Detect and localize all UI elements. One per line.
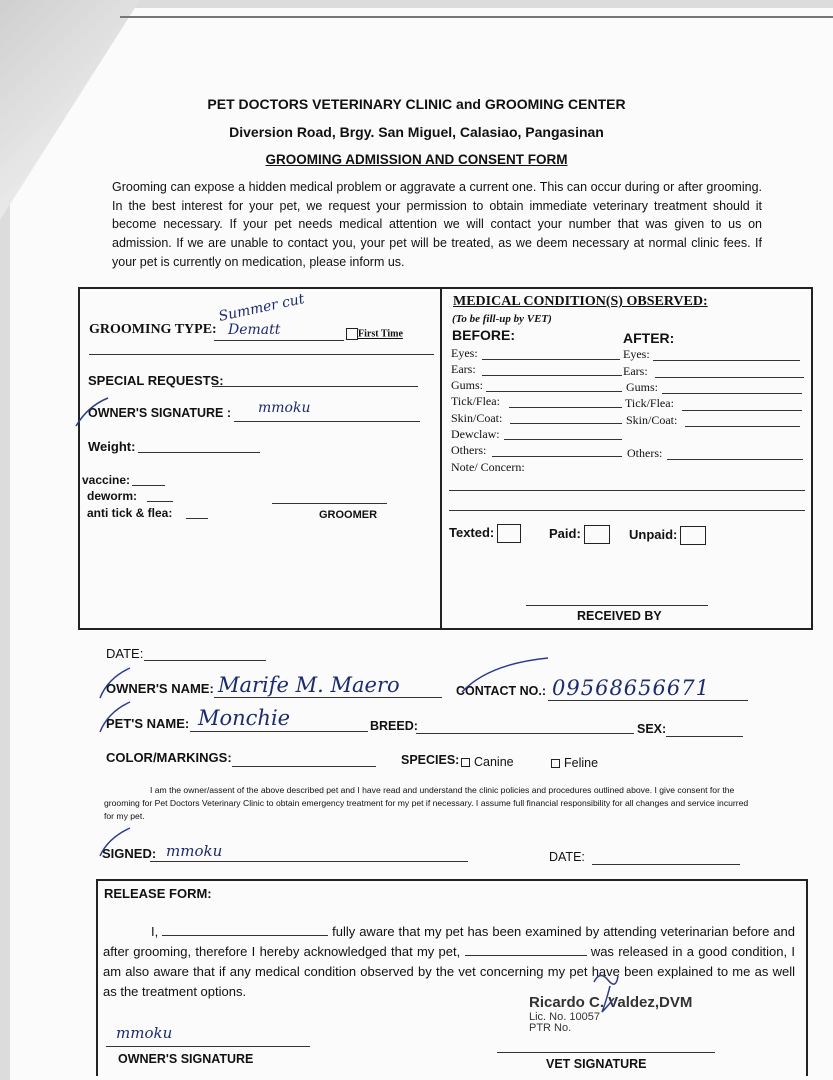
first-time-checkbox[interactable] [346, 328, 403, 340]
date-line[interactable] [144, 660, 266, 661]
vet-signature-label: VET SIGNATURE [546, 1057, 647, 1071]
clinic-address: Diversion Road, Brgy. San Miguel, Calasiao, Pangasinan [229, 124, 604, 140]
owner-signature-line [234, 421, 420, 422]
before-eyes-line[interactable] [482, 359, 620, 360]
after-others-label: Others: [627, 446, 663, 460]
unpaid-box[interactable] [680, 526, 706, 545]
clinic-name: PET DOCTORS VETERINARY CLINIC and GROOMING CENTER [207, 96, 626, 112]
release-paragraph [103, 922, 795, 1002]
owner-signature-bottom-line [106, 1046, 310, 1047]
breed-label: BREED: [370, 719, 418, 733]
texted-box[interactable] [497, 524, 521, 543]
signed-date-label: DATE: [549, 850, 585, 864]
before-tick-label: Tick/Flea: [451, 394, 500, 408]
after-skin-label: Skin/Coat: [626, 413, 678, 427]
before-ears-line[interactable] [482, 375, 622, 376]
before-tick-line[interactable] [509, 407, 622, 408]
after-eyes-label: Eyes: [623, 347, 650, 361]
canine-box[interactable] [461, 758, 470, 767]
vaccine-line[interactable] [132, 485, 165, 486]
medical-title: MEDICAL CONDITION(S) OBSERVED: [453, 294, 708, 309]
received-by-line[interactable] [526, 605, 708, 606]
unpaid-checkbox[interactable] [629, 526, 706, 545]
note-line-2[interactable] [449, 510, 805, 511]
before-ears-label: Ears: [451, 362, 476, 376]
weight-line[interactable] [138, 452, 260, 453]
texted-checkbox[interactable] [449, 524, 521, 543]
species-label: SPECIES: [401, 753, 460, 767]
medical-subtitle: (To be fill-up by VET) [452, 313, 552, 325]
signed-line [150, 861, 468, 862]
feline-option[interactable] [551, 756, 598, 770]
before-label: BEFORE: [452, 327, 515, 343]
release-i-label: I, [151, 924, 159, 939]
vet-stamp-ptr: PTR No. [529, 1022, 572, 1034]
grooming-type-line [214, 340, 344, 341]
contact-line [548, 700, 748, 701]
before-others-line[interactable] [492, 456, 622, 457]
release-text-1: fully aware that my pet has been examined by attending veterinarian before and after grooming, therefore I hereby acknowledged that my pet, [103, 924, 795, 959]
pet-name-checkmark [98, 698, 134, 738]
paid-checkbox[interactable] [549, 525, 610, 544]
canine-option[interactable] [461, 755, 514, 769]
consent-paragraph: I am the owner/assent of the above described pet and I have read and understand the clinic policies and procedures outlined above. I give consent for the grooming for Pet Doctors Veterinary Clinic to obtain emergency treatment for my pet if necessary. I assume full financial responsibility for all changes and service incurred for my pet. [104, 785, 749, 821]
grooming-extra-line [89, 354, 434, 355]
release-pet-blank[interactable] [465, 944, 587, 956]
owner-signature-label: OWNER'S SIGNATURE : [88, 406, 232, 420]
signed-date-line[interactable] [592, 864, 740, 865]
received-by-label: RECEIVED BY [577, 609, 662, 623]
signed-label: SIGNED: [102, 846, 157, 861]
release-name-blank[interactable] [162, 924, 328, 936]
vet-signature-scribble [588, 962, 628, 1022]
date-label: DATE: [106, 646, 144, 661]
before-eyes-label: Eyes: [451, 346, 478, 360]
after-gums-label: Gums: [626, 380, 659, 394]
note-line-1[interactable] [449, 490, 805, 491]
antitick-label: anti tick & flea: [87, 506, 173, 520]
deworm-line[interactable] [147, 501, 173, 502]
release-title: RELEASE FORM: [104, 886, 212, 901]
vet-stamp-lic: Lic. No. 10057 [529, 1011, 600, 1023]
antitick-line[interactable] [186, 518, 208, 519]
after-tick-label: Tick/Flea: [625, 396, 674, 410]
after-skin-line[interactable] [685, 426, 800, 427]
pet-name-line [190, 731, 368, 732]
owner-name-label: OWNER'S NAME: [106, 681, 214, 696]
owner-signature-value[interactable]: mmoku [258, 400, 311, 416]
before-skin-line[interactable] [510, 423, 622, 424]
breed-line[interactable] [416, 733, 634, 734]
canine-label: Canine [474, 755, 514, 769]
color-line[interactable] [232, 766, 376, 767]
contact-label: CONTACT NO.: [456, 684, 547, 698]
after-label: AFTER: [623, 330, 675, 346]
pet-name-label: PET'S NAME: [106, 716, 190, 731]
before-dewclaw-line[interactable] [504, 439, 622, 440]
feline-box[interactable] [551, 759, 560, 768]
grooming-type-value-2[interactable]: Dematt [228, 322, 281, 338]
pet-name-value[interactable]: Monchie [198, 706, 291, 730]
after-gums-line[interactable] [662, 393, 802, 394]
paid-label: Paid: [549, 525, 581, 541]
unpaid-label: Unpaid: [629, 526, 678, 542]
groomer-line [272, 503, 387, 504]
after-eyes-line[interactable] [653, 360, 800, 361]
intro-paragraph: Grooming can expose a hidden medical problem or aggravate a current one. This can occur during or after grooming. In the best interest for your pet, we request your permission to obtain immediate veterinary treatment should it become necessary. If your pet needs medical attention we will contact your number that was given to us on admission. If we are unable to contact you, your pet will be treated, as we deem necessary at normal clinic fees. If your pet is currently on medication, please inform us. [112, 180, 762, 269]
after-ears-label: Ears: [623, 364, 648, 378]
signed-checkmark [98, 826, 134, 862]
vaccine-label: vaccine: [82, 473, 131, 487]
before-gums-label: Gums: [451, 378, 484, 392]
after-tick-line[interactable] [682, 410, 802, 411]
deworm-label: deworm: [87, 489, 138, 503]
groomer-label: GROOMER [319, 509, 378, 521]
weight-label: Weight: [88, 439, 136, 454]
box-divider [440, 289, 442, 628]
owner-name-line [214, 697, 442, 698]
paid-box[interactable] [584, 525, 610, 544]
color-label: COLOR/MARKINGS: [106, 750, 232, 765]
special-requests-line[interactable] [212, 386, 418, 387]
release-owner-sig-value[interactable]: mmoku [116, 1024, 173, 1042]
first-time-label: First Time [358, 328, 403, 340]
top-edge-line [120, 16, 833, 18]
first-time-box[interactable] [346, 328, 358, 340]
before-others-label: Others: [451, 443, 487, 457]
contact-value[interactable]: 09568656671 [552, 676, 710, 700]
sex-label: SEX: [637, 722, 667, 736]
signed-value[interactable]: mmoku [166, 842, 223, 860]
before-dewclaw-label: Dewclaw: [451, 427, 500, 441]
owner-signature-bottom-label: OWNER'S SIGNATURE [118, 1052, 254, 1066]
texted-label: Texted: [449, 524, 495, 540]
release-text-2: was released in a good condition, I am also aware that if any medical condition observed by the vet concerning my pet have been explained to me as well as the treatment options. [103, 944, 795, 999]
owner-name-value[interactable]: Marife M. Maero [218, 673, 400, 697]
special-requests-label: SPECIAL REQUESTS: [88, 373, 224, 388]
before-gums-line[interactable] [486, 391, 622, 392]
grooming-type-value-1[interactable]: Summer cut [217, 291, 306, 325]
contact-checkmark [458, 656, 554, 696]
vet-stamp-name: Ricardo C. Valdez,DVM [529, 994, 693, 1011]
form-title: GROOMING ADMISSION AND CONSENT FORM [265, 152, 568, 167]
before-skin-label: Skin/Coat: [451, 411, 503, 425]
after-ears-line[interactable] [655, 377, 804, 378]
grooming-type-label: GROOMING TYPE: [89, 322, 217, 337]
feline-label: Feline [564, 756, 599, 770]
after-others-line[interactable] [667, 459, 803, 460]
note-label: Note/ Concern: [451, 460, 525, 474]
vet-signature-line[interactable] [497, 1052, 715, 1053]
sex-line[interactable] [666, 736, 743, 737]
owner-signature-checkmark [72, 394, 112, 434]
